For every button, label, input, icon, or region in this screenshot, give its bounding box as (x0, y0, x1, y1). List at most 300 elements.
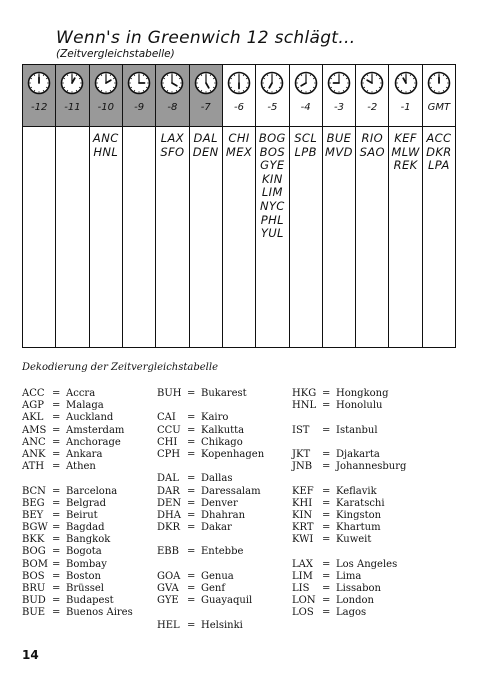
legend-equals: = (187, 522, 196, 534)
zone-header (256, 65, 288, 127)
city-code: HNL (93, 144, 119, 159)
legend-entry (22, 607, 133, 619)
legend-equals: = (187, 436, 196, 448)
legend-equals: = (322, 522, 331, 534)
city-code: YUL (260, 226, 284, 241)
legend-spacer (292, 473, 406, 485)
city-code-list (256, 127, 288, 241)
legend-equals: = (187, 570, 196, 582)
legend-entry (292, 486, 406, 498)
legend-code: LIS (292, 583, 310, 594)
city-code: ANC (92, 131, 119, 145)
legend-entry (22, 534, 133, 546)
legend-entry (22, 486, 133, 498)
utc-offset-label: -9 (134, 102, 145, 113)
legend-entry (157, 595, 264, 607)
legend-entry (22, 571, 133, 583)
city-code: CHI (228, 131, 250, 145)
zone-column (423, 65, 455, 347)
legend-equals: = (52, 595, 61, 607)
legend-city-name: Denver (201, 497, 238, 509)
legend-equals: = (187, 473, 196, 485)
clock-icon (294, 71, 318, 95)
zone-column (290, 65, 323, 347)
legend-city-name: Malaga (66, 400, 104, 412)
legend-equals: = (322, 485, 331, 497)
legend-entry (157, 486, 264, 498)
clock-icon (427, 71, 451, 95)
legend-equals: = (52, 388, 61, 399)
legend-city-name: Dallas (201, 473, 233, 485)
legend-entry (22, 449, 133, 461)
utc-offset-label: -10 (97, 102, 114, 113)
legend-city-name: Chikago (201, 436, 243, 448)
legend-code: GOA (157, 570, 181, 582)
legend-city-name: Keflavik (336, 485, 377, 497)
zone-column (223, 65, 256, 347)
legend-equals: = (322, 583, 331, 594)
legend-equals: = (52, 412, 61, 424)
legend-city-name: Los Angeles (336, 558, 398, 570)
legend-equals: = (322, 607, 331, 619)
legend-code: DHA (157, 509, 181, 521)
city-code: NYC (260, 198, 285, 213)
legend-equals: = (52, 485, 61, 497)
legend-entry (157, 449, 264, 461)
legend-code: GVA (157, 583, 179, 594)
city-code: MEX (225, 144, 253, 159)
legend-city-name: Kairo (201, 412, 229, 424)
legend-code: BGW (22, 522, 48, 534)
time-comparison-table (22, 64, 456, 348)
legend-code: ATH (22, 461, 45, 473)
utc-offset-label: -6 (234, 102, 245, 113)
legend-entry (157, 522, 264, 534)
legend-entry (157, 388, 264, 400)
city-code: SCL (294, 131, 318, 145)
zone-column (123, 65, 156, 347)
clock-icon (327, 71, 351, 95)
legend-code: ACC (22, 388, 45, 399)
clock-icon (227, 71, 251, 95)
city-code-list (123, 127, 155, 132)
legend-entry (157, 473, 264, 485)
legend-city-name: Entebbe (201, 546, 244, 558)
clock-icon (394, 71, 418, 95)
legend-entry (22, 583, 133, 595)
legend-equals: = (52, 534, 61, 546)
legend-equals: = (52, 546, 61, 558)
page-title: Wenn's in Greenwich 12 schlägt… (56, 28, 356, 48)
city-code: DEN (192, 144, 219, 159)
zone-header (56, 65, 88, 127)
zone-header (190, 65, 222, 127)
legend-entry (292, 559, 406, 571)
legend-city-name: Bangkok (66, 534, 111, 546)
utc-offset-label: -7 (200, 102, 211, 113)
legend-city-name: Khartum (336, 522, 381, 534)
legend-equals: = (52, 607, 61, 619)
legend-code: AGP (22, 400, 44, 412)
legend-city-name: Auckland (66, 412, 114, 424)
legend-code: ANC (22, 436, 46, 448)
legend-code: KIN (292, 509, 313, 521)
legend-entry (292, 449, 406, 461)
legend-entry (22, 412, 133, 424)
legend-city-name: Boston (66, 570, 101, 582)
legend-city-name: Lissabon (336, 583, 381, 594)
legend-equals: = (187, 485, 196, 497)
legend-code: BUH (157, 388, 182, 399)
legend-entry (22, 522, 133, 534)
city-code: SAO (359, 144, 385, 159)
utc-offset-label: -3 (333, 102, 344, 113)
city-code: LAX (160, 131, 185, 145)
legend-code: GYE (157, 595, 179, 607)
legend-code: JKT (292, 448, 311, 460)
legend-code: KRT (292, 522, 314, 534)
legend-entry (157, 412, 264, 424)
legend-city-name: Bombay (66, 558, 107, 570)
legend-entry (292, 388, 406, 400)
legend-code: BOS (22, 570, 45, 582)
legend-entry (22, 510, 133, 522)
legend-city-name: Kingston (336, 509, 382, 521)
legend-city-name: Bagdad (66, 522, 105, 534)
legend-column-2 (157, 388, 264, 632)
city-code: DKR (426, 144, 452, 159)
legend-city-name: Accra (66, 388, 96, 399)
legend-spacer (157, 607, 264, 619)
city-code: GYE (260, 158, 285, 173)
legend-equals: = (187, 595, 196, 607)
legend-entry (157, 498, 264, 510)
legend-entry (22, 559, 133, 571)
legend-entry (292, 607, 406, 619)
legend-equals: = (52, 424, 61, 436)
legend-equals: = (322, 558, 331, 570)
legend-city-name: Dakar (201, 522, 232, 534)
city-code-list (290, 127, 322, 159)
legend-city-name: Hongkong (336, 388, 389, 399)
legend-entry (157, 510, 264, 522)
legend-city-name: Johannesburg (336, 461, 407, 473)
zone-header (356, 65, 388, 127)
clock-icon (360, 71, 384, 95)
legend-entry (292, 534, 406, 546)
zone-column (156, 65, 189, 347)
legend-entry (157, 546, 264, 558)
legend-code: BKK (22, 534, 45, 546)
city-code: LPA (427, 158, 450, 173)
legend-code: AKL (22, 412, 44, 424)
legend-entry (292, 425, 406, 437)
legend-code: HKG (292, 388, 317, 399)
legend-spacer (157, 400, 264, 412)
legend-code: CAI (157, 412, 176, 424)
legend-city-name: Kuweit (336, 534, 372, 546)
utc-offset-label: -11 (64, 102, 81, 113)
city-code: LPB (294, 144, 317, 159)
utc-offset-label: -1 (400, 102, 411, 113)
page-number: 14 (22, 648, 39, 662)
legend-equals: = (322, 461, 331, 473)
legend-code: BEY (22, 509, 44, 521)
city-code: SFO (160, 144, 185, 159)
city-code: MVD (325, 144, 353, 159)
legend-equals: = (52, 522, 61, 534)
clock-icon (260, 71, 284, 95)
legend-city-name: Genua (201, 570, 234, 582)
legend-entry (292, 510, 406, 522)
legend-equals: = (187, 412, 196, 424)
legend-equals: = (52, 558, 61, 570)
legend-code: AMS (22, 424, 47, 436)
city-code: LIM (261, 185, 283, 200)
legend-code: BEG (22, 497, 45, 509)
legend-code: BOM (22, 558, 48, 570)
legend-code: ANK (22, 448, 46, 460)
legend-spacer (292, 546, 406, 558)
legend-entry (157, 620, 264, 632)
legend-spacer (157, 461, 264, 473)
legend-code: CCU (157, 424, 181, 436)
legend-city-name: Beirut (66, 509, 98, 521)
legend-equals: = (322, 497, 331, 509)
legend-city-name: Helsinki (201, 619, 243, 631)
legend-equals: = (187, 546, 196, 558)
legend-city-name: Ankara (66, 448, 103, 460)
legend-city-name: Lagos (336, 607, 367, 619)
legend-spacer (292, 437, 406, 449)
legend-spacer (292, 412, 406, 424)
legend-entry (22, 400, 133, 412)
legend-city-name: Lima (336, 570, 362, 582)
legend-equals: = (52, 583, 61, 594)
legend-city-name: Daressalam (201, 485, 261, 497)
legend-entry (22, 388, 133, 400)
legend-city-name: Istanbul (336, 424, 378, 436)
legend-entry (292, 400, 406, 412)
utc-offset-label: -12 (30, 102, 48, 113)
zone-header (123, 65, 155, 127)
clock-icon (94, 71, 118, 95)
city-code-list (223, 127, 255, 159)
legend-column-3 (292, 388, 406, 620)
zone-column (23, 65, 56, 347)
city-code: DAL (193, 131, 218, 145)
legend-entry (157, 583, 264, 595)
legend-title: Dekodierung der Zeitvergleichstabelle (22, 362, 218, 373)
legend-city-name: Athen (66, 461, 96, 473)
zone-header (90, 65, 122, 127)
legend-entry (292, 595, 406, 607)
clock-icon (160, 71, 184, 95)
legend-entry (292, 583, 406, 595)
legend-equals: = (322, 570, 331, 582)
legend-code: CPH (157, 448, 181, 460)
clock-icon (60, 71, 84, 95)
clock-icon (27, 71, 51, 95)
legend-city-name: Bogota (66, 546, 102, 558)
legend-code: JNB (292, 461, 313, 473)
legend-city-name: Djakarta (336, 448, 380, 460)
legend-city-name: Kalkutta (201, 424, 245, 436)
zone-column (323, 65, 356, 347)
legend-code: BRU (22, 583, 46, 594)
city-code: KIN (261, 171, 283, 186)
legend-code: HNL (292, 400, 317, 412)
legend-equals: = (322, 400, 331, 412)
legend-equals: = (52, 461, 61, 473)
legend-code: EBB (157, 546, 179, 558)
city-code-list (356, 127, 388, 159)
legend-entry (22, 595, 133, 607)
city-code-list (23, 127, 55, 132)
legend-entry (292, 522, 406, 534)
legend-equals: = (52, 436, 61, 448)
legend-column-1 (22, 388, 133, 620)
legend-code: BUE (22, 607, 46, 619)
legend-code: LAX (292, 558, 313, 570)
utc-offset-label: GMT (427, 102, 451, 113)
legend-city-name: Dhahran (201, 509, 246, 521)
legend-city-name: Bukarest (201, 388, 247, 399)
city-code: RIO (361, 131, 384, 145)
legend-code: BCN (22, 485, 46, 497)
legend-equals: = (52, 509, 61, 521)
legend-spacer (157, 559, 264, 571)
legend-code: CHI (157, 436, 178, 448)
legend-equals: = (187, 619, 196, 631)
legend-equals: = (187, 424, 196, 436)
zone-header (323, 65, 355, 127)
legend-entry (22, 437, 133, 449)
city-code: BOS (259, 144, 286, 159)
legend-code: DEN (157, 497, 182, 509)
legend-city-name: Buenos Aires (66, 607, 133, 619)
legend-city-name: London (336, 595, 374, 607)
legend-city-name: Brüssel (66, 583, 104, 594)
legend-city-name: Budapest (66, 595, 114, 607)
legend-equals: = (322, 509, 331, 521)
zone-column (256, 65, 289, 347)
zone-header (389, 65, 421, 127)
legend-equals: = (52, 448, 61, 460)
city-code: ACC (426, 131, 452, 145)
legend-entry (292, 461, 406, 473)
legend-code: KWI (292, 534, 314, 546)
zone-header (423, 65, 455, 127)
city-code-list (56, 127, 88, 132)
clock-icon (127, 71, 151, 95)
legend-city-name: Karatschi (336, 497, 385, 509)
legend-code: DAR (157, 485, 180, 497)
legend-code: KEF (292, 485, 314, 497)
zone-column (56, 65, 89, 347)
legend-equals: = (322, 388, 331, 399)
legend-code: LOS (292, 607, 314, 619)
legend-entry (22, 498, 133, 510)
legend-code: HEL (157, 619, 180, 631)
utc-offset-label: -5 (267, 102, 278, 113)
city-code: BUE (326, 131, 352, 145)
utc-offset-label: -8 (167, 102, 178, 113)
legend-entry (22, 461, 133, 473)
legend-code: LON (292, 595, 316, 607)
zone-header (223, 65, 255, 127)
legend-equals: = (52, 570, 61, 582)
legend-equals: = (187, 448, 196, 460)
city-code: PHL (260, 212, 284, 227)
legend-city-name: Honolulu (336, 400, 383, 412)
zone-column (356, 65, 389, 347)
city-code-list (323, 127, 355, 159)
legend-code: DAL (157, 473, 179, 485)
legend-entry (157, 437, 264, 449)
legend-entry (22, 546, 133, 558)
utc-offset-label: -4 (300, 102, 311, 113)
utc-offset-label: -2 (367, 102, 378, 113)
legend-code: KHI (292, 497, 313, 509)
legend-equals: = (322, 424, 331, 436)
city-code-list (389, 127, 421, 173)
legend-code: BUD (22, 595, 46, 607)
legend-city-name: Guayaquil (201, 595, 253, 607)
city-code-list (156, 127, 188, 159)
legend-spacer (22, 473, 133, 485)
legend-city-name: Anchorage (66, 436, 121, 448)
legend-code: IST (292, 424, 310, 436)
zone-column (389, 65, 422, 347)
legend-entry (22, 425, 133, 437)
city-code-list (90, 127, 122, 159)
legend-equals: = (52, 497, 61, 509)
legend-code: LIM (292, 570, 313, 582)
legend-spacer (157, 534, 264, 546)
legend-equals: = (322, 534, 331, 546)
legend-equals: = (322, 448, 331, 460)
legend-code: BOG (22, 546, 46, 558)
page-subtitle: (Zeitvergleichstabelle) (56, 48, 175, 60)
legend-city-name: Genf (201, 583, 226, 594)
legend-city-name: Kopenhagen (201, 448, 265, 460)
city-code-list (423, 127, 455, 173)
city-code: BOG (258, 131, 286, 145)
legend-code: DKR (157, 522, 181, 534)
zone-column (190, 65, 223, 347)
legend-city-name: Barcelona (66, 485, 118, 497)
city-code: KEF (394, 131, 417, 145)
city-code: MLW (391, 144, 420, 159)
legend-equals: = (187, 388, 196, 399)
legend-city-name: Amsterdam (66, 424, 125, 436)
city-code-list (190, 127, 222, 159)
legend-equals: = (187, 509, 196, 521)
legend-equals: = (52, 400, 61, 412)
legend-entry (292, 571, 406, 583)
zone-header (23, 65, 55, 127)
legend-entry (157, 425, 264, 437)
legend-equals: = (187, 497, 196, 509)
legend-equals: = (187, 583, 196, 594)
legend-entry (292, 498, 406, 510)
legend-equals: = (322, 595, 331, 607)
clock-icon (194, 71, 218, 95)
zone-header (156, 65, 188, 127)
zone-header (290, 65, 322, 127)
legend-city-name: Belgrad (66, 497, 107, 509)
